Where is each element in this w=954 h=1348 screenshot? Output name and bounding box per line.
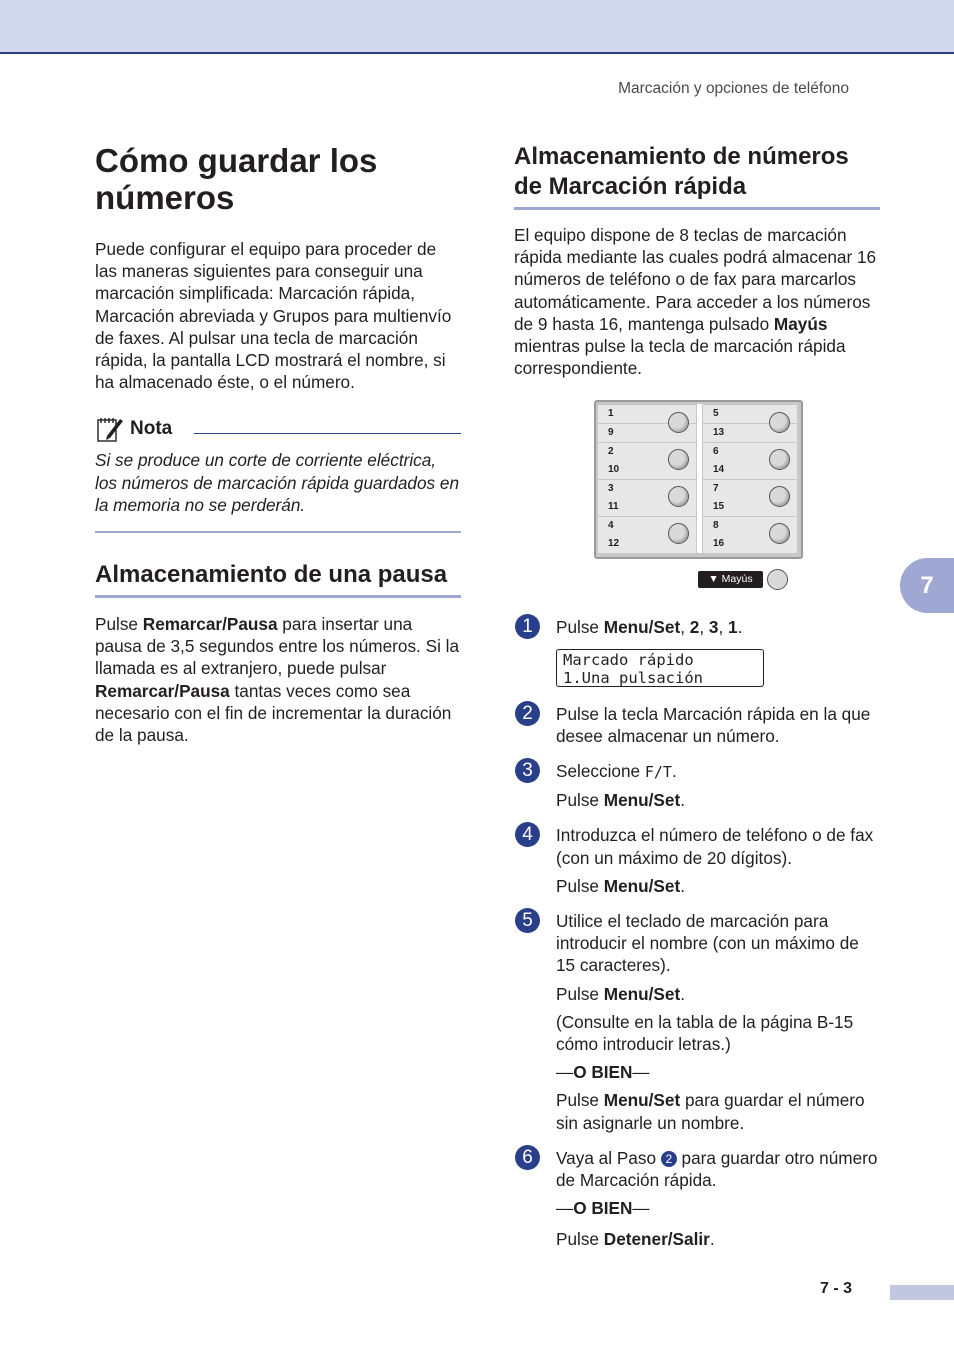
shift-key-label: ▼ Mayús [698,571,763,588]
key-name: Menu/Set [603,875,681,896]
step-text [556,983,880,1005]
step-4 [514,824,880,897]
text-span: para guardar otro número de Marcación rápida. [556,1147,878,1191]
key-number: 5 [713,408,719,420]
lcd-display [556,649,764,687]
key-number: 12 [608,538,620,550]
lcd-line-1: Marcado rápido [563,650,694,669]
step-3 [514,760,880,811]
step-text: Pulse la tecla Marcación rápida en la que desee almacenar un número. [556,703,871,746]
one-touch-keypad [594,400,803,559]
key-number: 14 [713,464,725,476]
step-number: 3 [515,758,540,783]
key-number: 1 [608,408,614,420]
key-number: 16 [713,538,725,550]
key-number: 2 [608,446,614,458]
key-number: 6 [713,446,719,458]
key-name: Detener/Salir [603,1229,710,1250]
text-span: Seleccione [556,761,645,782]
key-number: 7 [713,483,719,495]
text-span: Pulse [556,1229,604,1250]
key-number: 11 [608,501,619,513]
speed-dial-keypad-illustration [594,400,794,595]
keypad-divider [697,404,702,553]
text-span: Pulse [556,1090,604,1111]
footer-bar [890,1285,954,1300]
text-span: — [632,1062,650,1083]
pause-section-heading: Almacenamiento de una pausa [95,560,461,598]
step-text [556,789,880,811]
page-title: Cómo guardar los números [95,142,378,216]
text-span: . [737,617,743,638]
text-span: — [556,1198,574,1219]
key-name: Menu/Set [603,617,681,638]
key-name: Menu/Set [603,983,681,1004]
step-5 [514,910,880,1134]
key-number: 10 [608,464,620,476]
text-span: . [671,761,677,782]
key-name: Menu/Set [603,1090,681,1111]
text-span: Pulse [556,875,604,896]
step-text: Utilice el teclado de marcación para introducir el nombre (con un máximo de 15 caracteres). [556,911,859,976]
text-span: Pulse [556,983,604,1004]
chapter-tab: 7 [900,558,954,613]
key-number: 3 [608,483,614,495]
right-column [514,142,880,1251]
text-span: para insertar una pausa de 3,5 segundos entre los números. Si la llamada es al extranjero, puede pulsar [95,614,460,679]
key-name: 2 [689,617,700,638]
key-name: 1 [728,617,738,638]
key-number: 15 [713,501,725,513]
text-span: . [709,1229,715,1250]
text-span: Pulse [556,790,604,811]
key-number: 13 [713,427,725,439]
key-name: Remarcar/Pausa [95,680,230,701]
step-reference-badge: 2 [661,1151,677,1167]
key-number: 8 [713,520,719,532]
step-2 [514,703,880,747]
step-number: 6 [515,1145,540,1170]
text-span: . [680,983,685,1004]
key-name: Menu/Set [603,790,681,811]
shift-key-row [594,569,794,595]
note-header [95,413,461,445]
step-text [556,875,880,897]
or-label: O BIEN [573,1198,633,1219]
text-span: . [680,875,685,896]
speed-dial-heading: Almacenamiento de números de Marcación rápida [514,142,880,210]
step-number: 4 [515,822,540,847]
note-pencil-icon [95,414,125,444]
lcd-line-2: 1.Una pulsación [563,668,703,687]
key-name: Remarcar/Pausa [142,614,278,635]
left-column [95,142,461,746]
or-separator [556,1197,880,1219]
running-header: Marcación y opciones de teléfono [618,80,849,97]
text-span: tantas veces como sea necesario con el fin de incrementar la duración de la pausa. [95,680,452,746]
note-rule [194,433,461,434]
text-span: para guardar el número sin asignarle un nombre. [556,1090,865,1133]
pause-paragraph [95,613,461,746]
text-span: Pulse [556,617,604,638]
key-number: 9 [608,427,614,439]
note-label: Nota [130,418,173,440]
top-header-band [0,0,954,54]
text-span: — [632,1198,650,1219]
text-span: . [680,790,685,811]
text-span: Pulse [95,614,143,635]
intro-paragraph: Puede configurar el equipo para proceder de las maneras siguientes para conseguir una marcación simplificada: Marcación rápida, Marcación abreviada y Grupos para multienvío de faxes. Al pulsar una tecla de marcación rápida, la pantalla LCD mostrará el nombre, si ha almacenado éste, o el número. [95,239,452,393]
text-span: — [556,1062,574,1083]
key-number: 4 [608,520,614,532]
step-text: (Consulte en la tabla de la página B-15 cómo introducir letras.) [556,1011,854,1055]
key-name: Mayús [773,313,828,334]
lcd-option: F/T [644,763,672,782]
step-6 [514,1147,880,1251]
step-1 [514,616,880,686]
key-name: 3 [708,617,719,638]
shift-key [767,569,788,590]
text-span: , [680,617,690,638]
step-number: 2 [515,701,540,726]
or-separator [556,1061,880,1083]
step-number: 1 [515,614,540,639]
or-label: O BIEN [573,1062,633,1083]
text-span: mientras pulse la tecla de marcación rápida correspondiente. [514,336,846,379]
step-text [556,1228,880,1250]
note-box [95,413,461,533]
step-text: Introduzca el número de teléfono o de fax (con un máximo de 20 dígitos). [556,825,874,868]
text-span: Vaya al Paso [556,1147,661,1168]
step-text [556,1089,880,1133]
text-span: El equipo dispone de 8 teclas de marcación rápida mediante las cuales podrá almacenar 16 números de teléfono o de fax para marcarlos automáticamente. Para acceder a los números de 9 hasta 16, mantenga pulsado [514,225,877,334]
speed-dial-intro [514,224,880,379]
step-text [556,760,880,783]
step-text [556,616,880,638]
page-number: 7 - 3 [820,1280,853,1297]
text-span: , [718,617,728,638]
text-span: , [699,617,709,638]
step-number: 5 [515,908,540,933]
step-text [556,1147,880,1191]
note-text: Si se produce un corte de corriente eléctrica, los números de marcación rápida guardados en la memoria no se perderán. [95,449,461,533]
